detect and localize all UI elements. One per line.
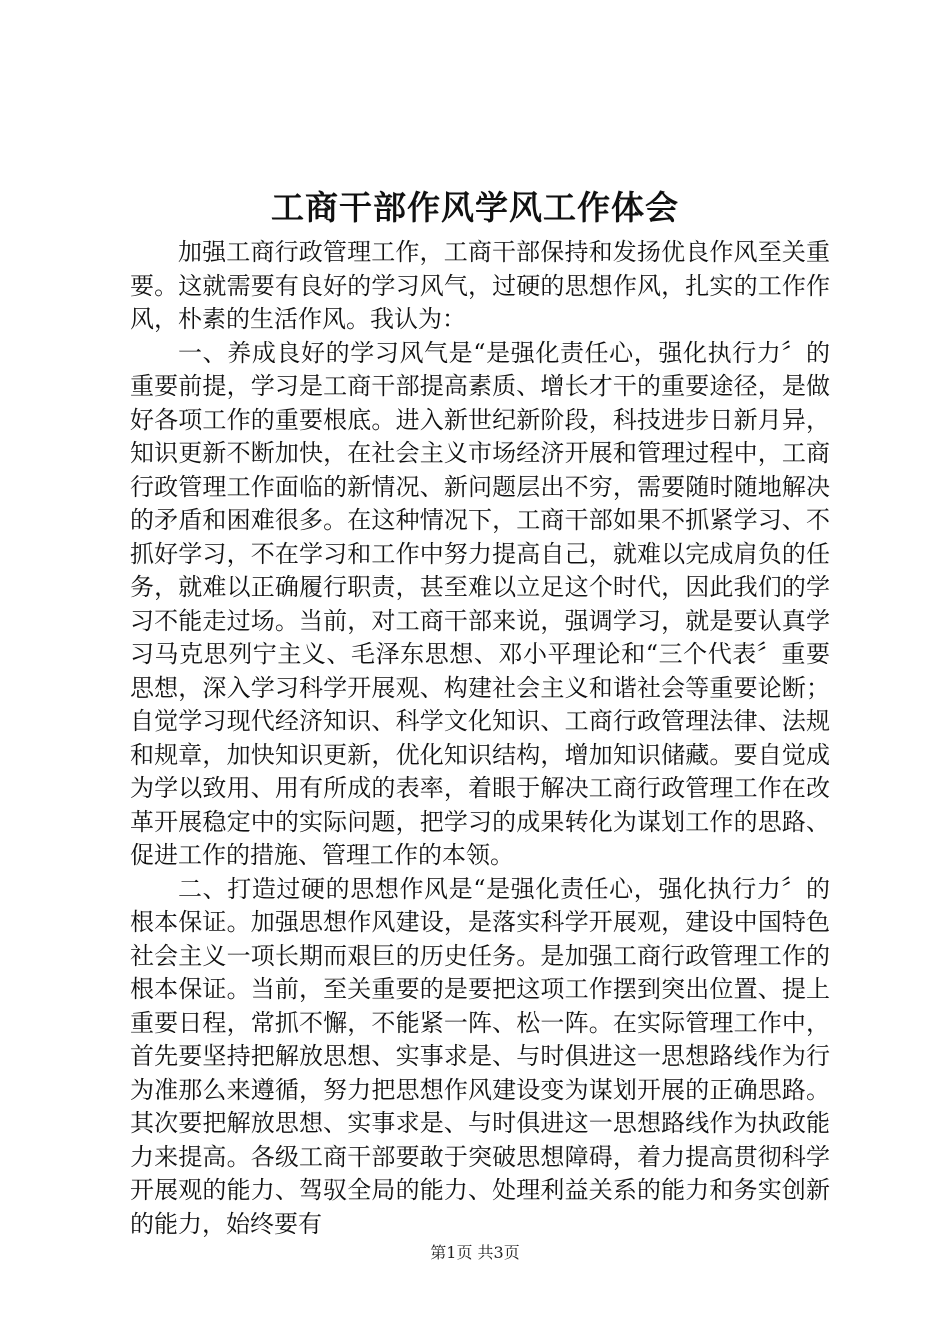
document-body (130, 236, 830, 1241)
paragraph-study-style: 一、养成良好的学习风气是“是强化责任心，强化执行力〞的重要前提，学习是工商干部提高素质、增长才干的重要途径，是做好各项工作的重要根底。进入新世纪新阶段，科技进步日新月异，知识更新不断加快，在社会主义市场经济开展和管理过程中，工商行政管理工作面临的新情况、新问题层出不穷，需要随时随地解决的矛盾和困难很多。在这种情况下，工商干部如果不抓紧学习、不抓好学习，不在学习和工作中努力提高自己，就难以完成肩负的任务，就难以正确履行职责，甚至难以立足这个时代，因此我们的学习不能走过场。当前，对工商干部来说，强调学习，就是要认真学习马克思列宁主义、毛泽东思想、邓小平理论和“三个代表〞重要思想，深入学习科学开展观、构建社会主义和谐社会等重要论断；自觉学习现代经济知识、科学文化知识、工商行政管理法律、法规和规章，加快知识更新，优化知识结构，增加知识储藏。要自觉成为学以致用、用有所成的表率，着眼于解决工商行政管理工作在改革开展稳定中的实际问题，把学习的成果转化为谋划工作的思路、促进工作的措施、管理工作的本领。 (130, 338, 830, 869)
paragraph-intro: 加强工商行政管理工作，工商干部保持和发扬优良作风至关重要。这就需要有良好的学习风气，过硬的思想作风，扎实的工作作风，朴素的生活作风。我认为： (130, 238, 830, 333)
document-title: 工商干部作风学风工作体会 (271, 188, 679, 227)
page-number-footer: 第1页 共3页 (430, 1243, 520, 1262)
paragraph-thinking-style: 二、打造过硬的思想作风是“是强化责任心，强化执行力〞的根本保证。加强思想作风建设，是落实科学开展观，建设中国特色社会主义一项长期而艰巨的历史任务。是加强工商行政管理工作的根本保证。当前，至关重要的是要把这项工作摆到突出位置、提上重要日程，常抓不懈，不能紧一阵、松一阵。在实际管理工作中，首先要坚持把解放思想、实事求是、与时俱进这一思想路线作为行为准那么来遵循，努力把思想作风建设变为谋划开展的正确思路。其次要把解放思想、实事求是、与时俱进这一思想路线作为执政能力来提高。各级工商干部要敢于突破思想障碍，着力提高贯彻科学开展观的能力、驾驭全局的能力、处理利益关系的能力和务实创新的能力，始终要有 (130, 874, 830, 1238)
